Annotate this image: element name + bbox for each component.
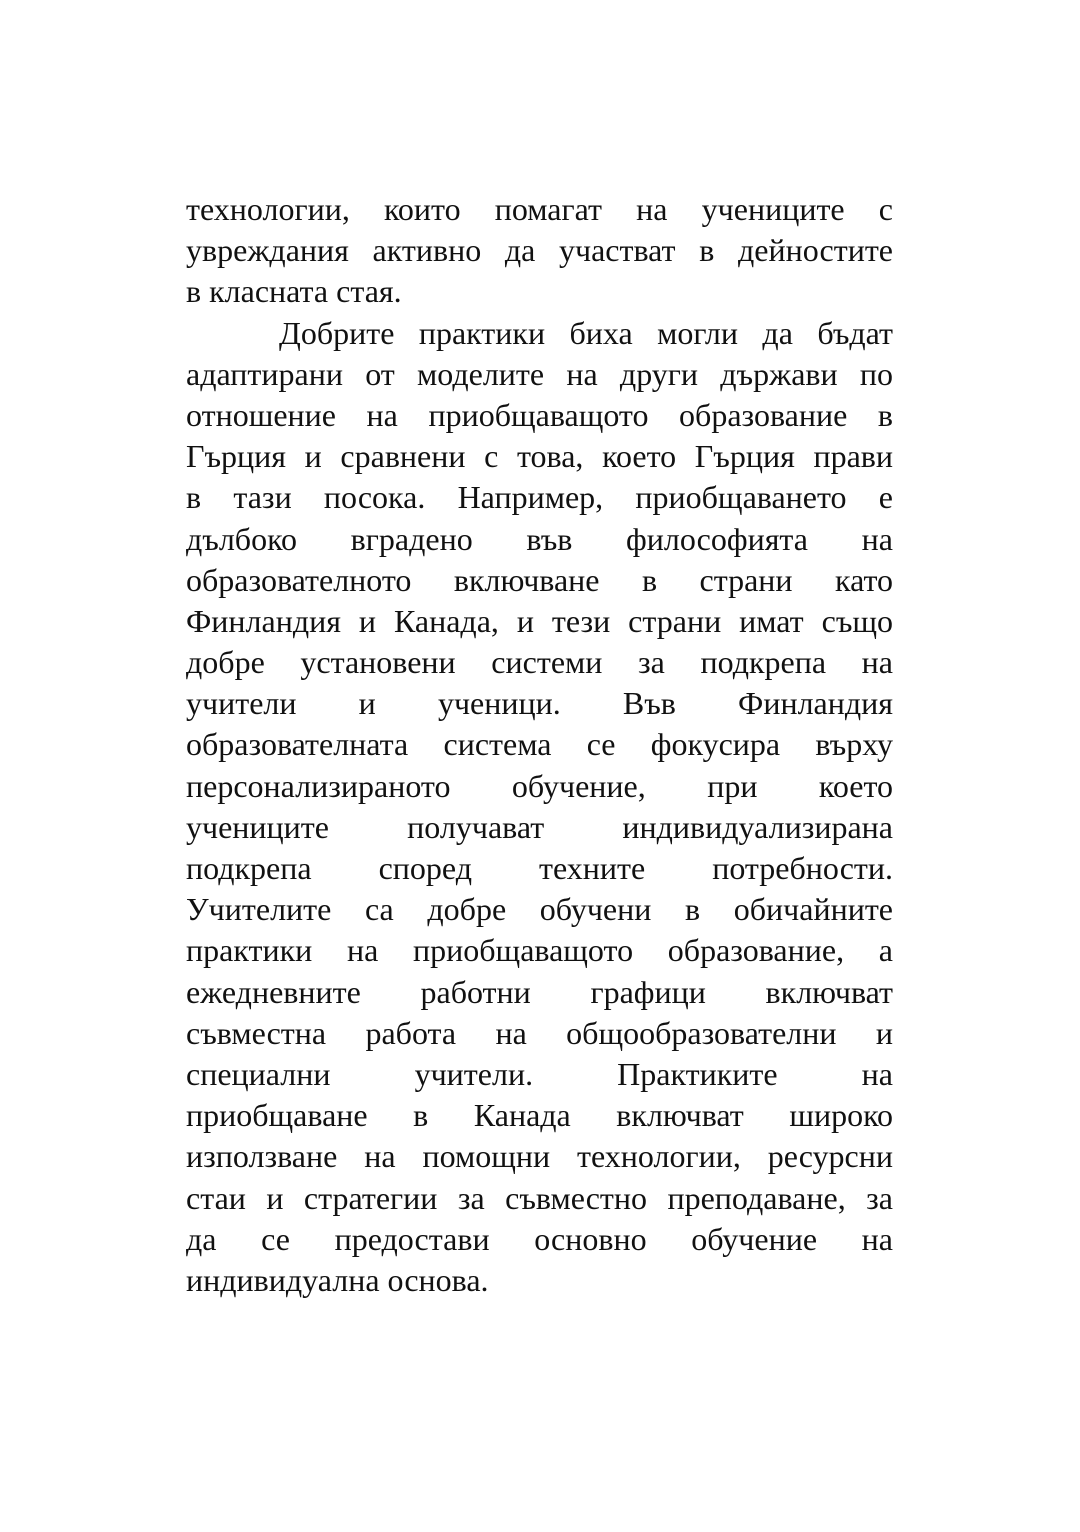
text-line: специални учители. Практиките на bbox=[186, 1055, 893, 1092]
text-line: стаи и стратегии за съвместно преподаване, за bbox=[186, 1179, 893, 1216]
text-line: съвместна работа на общообразователни и bbox=[186, 1014, 893, 1051]
text-line: увреждания активно да участват в дейностите bbox=[186, 232, 893, 269]
text-line: адаптирани от моделите на други държави по bbox=[186, 355, 893, 392]
text-line: учители и ученици. Във Финландия bbox=[186, 685, 893, 722]
text-line: в тази посока. Например, приобщаването е bbox=[186, 479, 893, 516]
text-line: технологии, които помагат на учениците с bbox=[186, 191, 893, 227]
text-line: в класната стая. bbox=[186, 273, 402, 310]
text-line: образователното включване в страни като bbox=[186, 561, 893, 598]
text-line: дълбоко вградено във философията на bbox=[186, 520, 893, 557]
text-line: отношение на приобщаващото образование в bbox=[186, 396, 893, 433]
text-line: добре установени системи за подкрепа на bbox=[186, 644, 893, 681]
text-line: учениците получават индивидуализирана bbox=[186, 808, 893, 845]
text-line: индивидуална основа. bbox=[186, 1261, 489, 1298]
text-line: приобщаване в Канада включват широко bbox=[186, 1097, 893, 1134]
text-line: Финландия и Канада, и тези страни имат също bbox=[186, 602, 893, 639]
text-line: практики на приобщаващото образование, а bbox=[186, 932, 893, 969]
text-line: подкрепа според техните потребности. bbox=[186, 850, 893, 886]
text-line: образователната система се фокусира върху bbox=[186, 726, 893, 763]
text-line: персонализираното обучение, при което bbox=[186, 767, 893, 804]
paragraph-first-line: Добрите практики биха могли да бъдат bbox=[279, 314, 893, 351]
body-text bbox=[186, 189, 893, 1301]
text-line: ежедневните работни графици включват bbox=[186, 973, 893, 1010]
text-line: да се предостави основно обучение на bbox=[186, 1220, 893, 1257]
text-line: Учителите са добре обучени в обичайните bbox=[186, 891, 893, 928]
text-line: Гърция и сравнени с това, което Гърция прави bbox=[186, 438, 893, 475]
text-line: използване на помощни технологии, ресурсни bbox=[186, 1138, 893, 1175]
